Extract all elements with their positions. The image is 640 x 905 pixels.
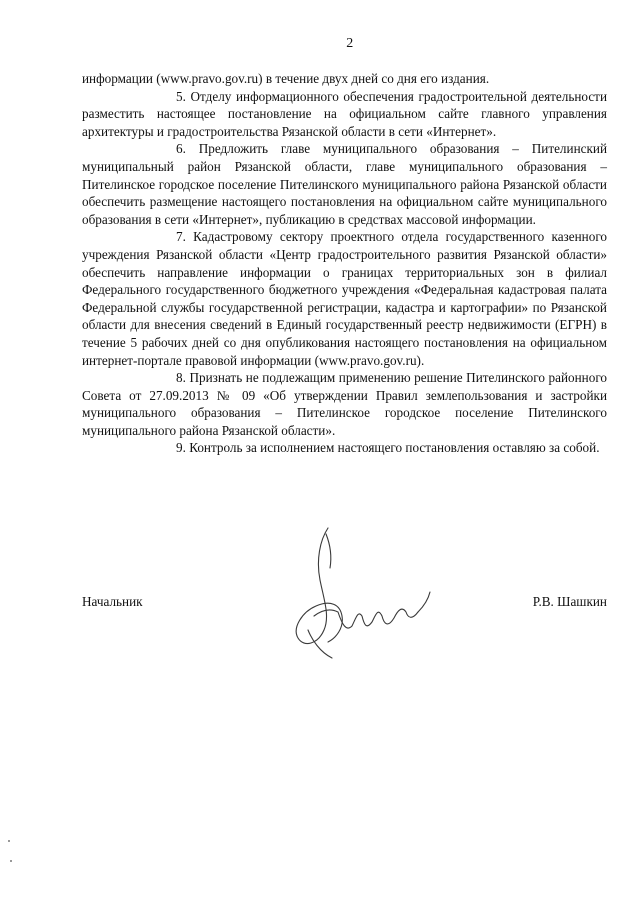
paragraph-continuation [82,70,607,88]
paragraph-text: Кадастровому сектору проектного отдела государственного казенного учреждения Рязанской области «Центр градостроительного развития Рязанской области» обеспечить направление информации о границах территориальных зон в филиал Федерального государственного бюджетного учреждения «Федеральная кадастровая палата Федеральной службы государственной регистрации, кадастра и картографии» по Рязанской области для внесения сведений в Единый государственный реестр недвижимости (ЕГРН) в течение 5 рабочих дней со дня опубликования настоящего постановления на официальном интернет-портале правовой информации (www.pravo.gov.ru). [82,229,607,368]
paragraph-item-7 [82,228,607,369]
paragraph-number: 7. [176,229,186,245]
paragraph-number: 9. [176,440,186,456]
paragraph-text: Признать не подлежащим применению решение Пителинского районного Совета от 27.09.2013 № 09 «Об утверждении Правил землепользования и застройки муниципального образования – Пителинское городское поселение Пителинского муниципального района Рязанской области». [82,370,607,438]
document-body [82,70,607,457]
paragraph-text: Отделу информационного обеспечения градостроительной деятельности разместить настоящее постановление на официальном сайте главного управления архитектуры и градостроительства Рязанской области в сети «Интернет». [82,88,607,139]
paragraph-item-9 [82,439,607,457]
paragraph-number: 6. [176,141,186,157]
signatory-title: Начальник [82,594,143,609]
scan-speck [8,840,10,842]
paragraph-text: Контроль за исполнением настоящего постановления оставляю за собой. [189,440,600,456]
page-number: 2 [346,36,354,51]
handwritten-signature [268,520,438,670]
scan-speck [10,860,12,862]
paragraph-item-6 [82,140,607,228]
paragraph-number: 5. [176,88,186,104]
paragraph-text: информации (www.pravo.gov.ru) в течение двух дней со дня его издания. [82,71,490,86]
signatory-name: Р.В. Шашкин [532,594,607,609]
paragraph-number: 8. [176,370,186,386]
paragraph-item-5 [82,88,607,141]
paragraph-item-8 [82,369,607,439]
paragraph-text: Предложить главе муниципального образования – Пителинский муниципальный район Рязанской области, главе муниципального образования – Пителинское городское поселение Пителинского муниципального района Рязанской области обеспечить размещение настоящего постановления на официальном сайте муниципального образования в сети «Интернет», публикацию в средствах массовой информации. [82,141,608,227]
